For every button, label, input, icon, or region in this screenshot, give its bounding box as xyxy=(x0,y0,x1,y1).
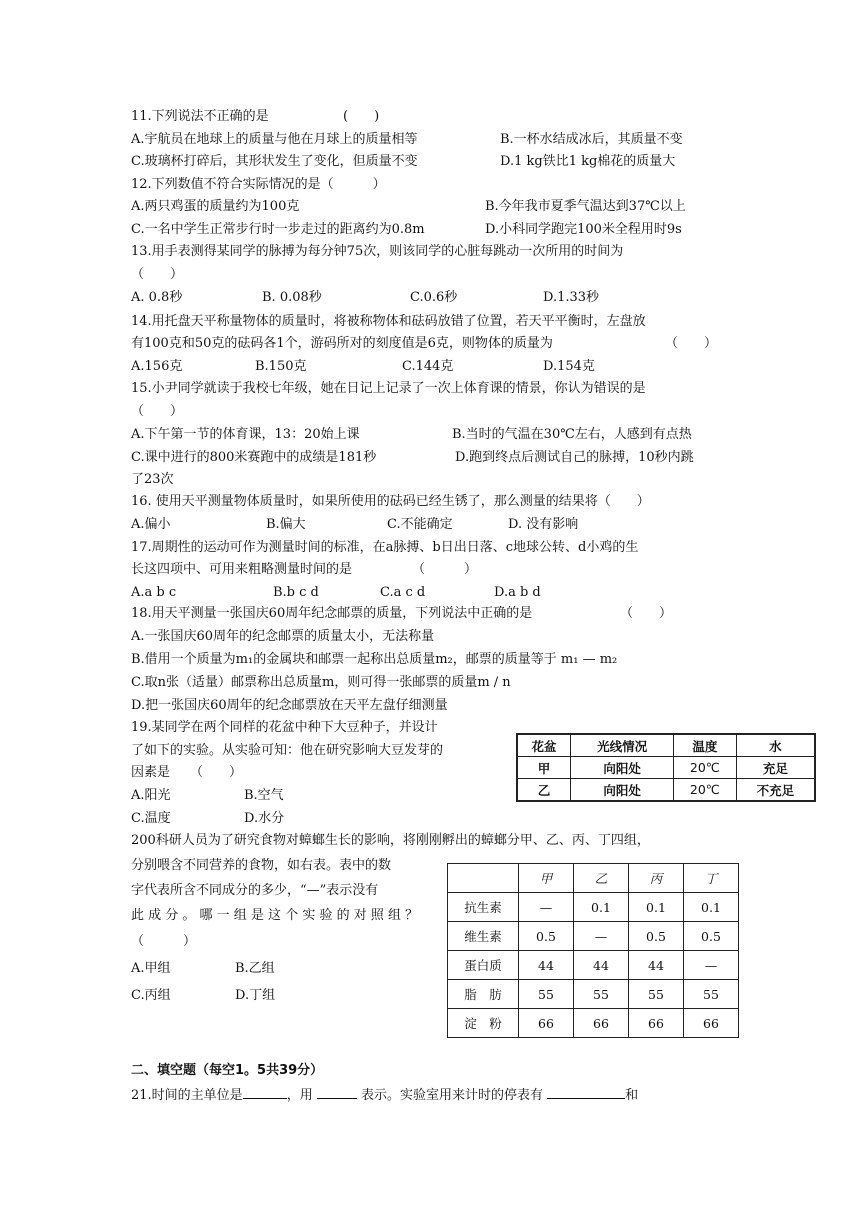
table-row xyxy=(448,893,739,922)
table-cell: 66 xyxy=(629,1009,684,1038)
table-cell: 0.1 xyxy=(574,893,629,922)
q14-text: B.150克 xyxy=(255,359,307,374)
q16-text: D. 没有影响 xyxy=(508,517,579,532)
table-row xyxy=(517,779,815,802)
table-cell: 55 xyxy=(629,980,684,1009)
q13-text: B. 0.08秒 xyxy=(262,290,322,305)
table-cell: 0.1 xyxy=(684,893,739,922)
table-cell: 充足 xyxy=(736,757,815,779)
table-row xyxy=(448,980,739,1009)
q15-text: C.课中进行的800米赛跑中的成绩是181秒 xyxy=(131,450,377,465)
q19-text: D.水分 xyxy=(244,811,285,826)
table-header-cell: 丁 xyxy=(684,864,739,893)
table-cell: 55 xyxy=(574,980,629,1009)
table-cell: 66 xyxy=(519,1009,574,1038)
section-title: 二、填空题（每空1。5共39分） xyxy=(131,1063,324,1078)
q15-text: （ ） xyxy=(131,404,184,419)
table-cell: 不充足 xyxy=(736,779,815,802)
answer-blank[interactable] xyxy=(243,1086,287,1099)
q13-text: （ ） xyxy=(131,267,184,282)
q20-text: 200科研人员为了研究食物对蟑螂生长的影响，将刚刚孵出的蟑螂分甲、乙、丙、丁四组， xyxy=(131,833,650,848)
table-cell: 蛋白质 xyxy=(448,951,519,980)
table-cell: 66 xyxy=(574,1009,629,1038)
q14-text: D.154克 xyxy=(543,359,595,374)
table-cell: 向阳处 xyxy=(571,757,674,779)
q18-text: （ ） xyxy=(620,606,673,621)
q11-text: D.1 kg铁比1 kg棉花的质量大 xyxy=(500,154,676,169)
q14-text: 有100克和50克的砝码各1个，游码所对的刻度值是6克，则物体的质量为 xyxy=(131,336,553,351)
table-row xyxy=(448,951,739,980)
cockroach-nutrition-table xyxy=(447,863,739,1038)
table-header-row xyxy=(448,864,739,893)
table-row xyxy=(448,922,739,951)
table-cell: 44 xyxy=(629,951,684,980)
q20-text: 此 成 分 。 哪 一 组 是 这 个 实 验 的 对 照 组 ？ xyxy=(131,908,419,923)
q17-text: C.a c d xyxy=(380,585,426,600)
table-row xyxy=(517,757,815,779)
table-cell: — xyxy=(574,922,629,951)
q13-text: 13.用手表测得某同学的脉搏为每分钟75次，则该同学的心脏每跳动一次所用的时间为 xyxy=(131,244,624,259)
q17-text: 17.周期性的运动可作为测量时间的标准，在a脉搏、b日出日落、c地球公转、d小鸡的生 xyxy=(131,540,639,555)
table-cell: 66 xyxy=(684,1009,739,1038)
q18-text: 18.用天平测量一张国庆60周年纪念邮票的质量，下列说法中正确的是 xyxy=(131,606,533,621)
table-header-cell: 甲 xyxy=(519,864,574,893)
table-header-cell: 温度 xyxy=(674,734,737,757)
q17-text: B.b c d xyxy=(273,585,319,600)
q14-text: 14.用托盘天平称量物体的质量时，将被称物体和砝码放错了位置，若天平平衡时，左盘放 xyxy=(131,314,646,329)
q12-text: D.小科同学跑完100米全程用时9s xyxy=(485,222,682,237)
q17-text: （ ） xyxy=(412,562,478,577)
table-cell: 55 xyxy=(519,980,574,1009)
q20-text: A.甲组 xyxy=(131,961,171,976)
table-cell: 55 xyxy=(684,980,739,1009)
q19-text: （ ） xyxy=(190,765,243,780)
q15-text: A.下午第一节的体育课，13：20始上课 xyxy=(131,427,360,442)
q15-text: B.当时的气温在30℃左右，人感到有点热 xyxy=(452,427,692,442)
table-header-cell xyxy=(448,864,519,893)
q11-text: ( ) xyxy=(343,109,380,124)
bean-experiment-table xyxy=(516,733,816,802)
q20-text: （ ） xyxy=(131,934,197,949)
q17-text: D.a b d xyxy=(494,585,541,600)
q18-text: A.一张国庆60周年的纪念邮票的质量太小，无法称量 xyxy=(131,629,435,644)
q16-text: 16. 使用天平测量物体质量时，如果所使用的砝码已经生锈了，那么测量的结果将（ ） xyxy=(131,494,650,509)
q21-text: ，用 xyxy=(286,1088,313,1103)
q11-text: C.玻璃杯打碎后，其形状发生了变化，但质量不变 xyxy=(131,154,418,169)
q19-text: C.温度 xyxy=(131,811,171,826)
q11-text: B.一杯水结成冰后，其质量不变 xyxy=(500,132,683,147)
table-header-cell: 花盆 xyxy=(517,734,571,757)
table-header-cell: 乙 xyxy=(574,864,629,893)
q12-text: 12.下列数值不符合实际情况的是（ ） xyxy=(131,177,386,192)
q18-text: D.把一张国庆60周年的纪念邮票放在天平左盘仔细测量 xyxy=(131,698,448,713)
table-header-cell: 丙 xyxy=(629,864,684,893)
table-header-cell: 水 xyxy=(736,734,815,757)
table-cell: 向阳处 xyxy=(571,779,674,802)
q21-text: 21.时间的主单位是 xyxy=(131,1088,243,1103)
table-cell: 乙 xyxy=(517,779,571,802)
table-cell: 脂 肪 xyxy=(448,980,519,1009)
table-cell: 44 xyxy=(574,951,629,980)
table-cell: 淀 粉 xyxy=(448,1009,519,1038)
table-cell: 0.5 xyxy=(519,922,574,951)
q17-text: A.a b c xyxy=(131,585,177,600)
q19-text: A.阳光 xyxy=(131,788,171,803)
q12-text: C.一名中学生正常步行时一步走过的距离约为0.8m xyxy=(131,222,425,237)
q19-text: B.空气 xyxy=(244,788,284,803)
q16-text: B.偏大 xyxy=(266,517,306,532)
q14-text: （ ） xyxy=(665,336,718,351)
q12-text: A.两只鸡蛋的质量约为100克 xyxy=(131,199,300,214)
q16-text: A.偏小 xyxy=(131,517,171,532)
q21-text: 和 xyxy=(625,1088,639,1103)
q15-text: 了23次 xyxy=(131,472,174,487)
table-header-row xyxy=(517,734,815,757)
table-cell: 甲 xyxy=(517,757,571,779)
q20-text: 字代表所含不同成分的多少，“—”表示没有 xyxy=(131,883,379,898)
q20-text: 分别喂含不同营养的食物，如右表。表中的数 xyxy=(131,858,392,873)
q20-text: C.丙组 xyxy=(131,988,171,1003)
table-cell: 抗生素 xyxy=(448,893,519,922)
q18-text: B.借用一个质量为m₁的金属块和邮票一起称出总质量m₂，邮票的质量等于 m₁ — m₂ xyxy=(131,652,618,667)
q20-text: D.丁组 xyxy=(235,988,276,1003)
table-cell: 维生素 xyxy=(448,922,519,951)
table-cell: 20℃ xyxy=(674,757,737,779)
table-row xyxy=(448,1009,739,1038)
q21-line xyxy=(131,1086,638,1104)
q12-text: B.今年我市夏季气温达到37℃以上 xyxy=(485,199,686,214)
q17-text: 长这四项中、可用来粗略测量时间的是 xyxy=(131,562,353,577)
q20-text: B.乙组 xyxy=(235,961,275,976)
q16-text: C.不能确定 xyxy=(387,517,453,532)
q13-text: A. 0.8秒 xyxy=(131,290,183,305)
q19-text: 了如下的实验。从实验可知：他在研究影响大豆发芽的 xyxy=(131,743,444,758)
table-cell: 0.5 xyxy=(629,922,684,951)
q14-text: C.144克 xyxy=(402,359,454,374)
table-cell: 0.1 xyxy=(629,893,684,922)
q11-text: A.宇航员在地球上的质量与他在月球上的质量相等 xyxy=(131,132,418,147)
table-cell: 0.5 xyxy=(684,922,739,951)
q15-text: D.跑到终点后测试自己的脉搏，10秒内跳 xyxy=(455,450,694,465)
answer-blank[interactable] xyxy=(547,1086,625,1099)
table-cell: — xyxy=(684,951,739,980)
answer-blank[interactable] xyxy=(317,1086,357,1099)
q18-text: C.取n张（适量）邮票称出总质量m，则可得一张邮票的质量m / n xyxy=(131,675,511,690)
table-cell: 20℃ xyxy=(674,779,737,802)
table-cell: — xyxy=(519,893,574,922)
q14-text: A.156克 xyxy=(131,359,183,374)
q13-text: D.1.33秒 xyxy=(543,290,600,305)
q11-text: 11.下列说法不正确的是 xyxy=(131,109,269,124)
q19-text: 19.某同学在两个同样的花盆中种下大豆种子，并设计 xyxy=(131,720,438,735)
table-cell: 44 xyxy=(519,951,574,980)
q15-text: 15.小尹同学就读于我校七年级，她在日记上记录了一次上体育课的情景，你认为错误的是 xyxy=(131,381,646,396)
table-header-cell: 光线情况 xyxy=(571,734,674,757)
q19-text: 因素是 xyxy=(131,765,171,780)
q21-text: 表示。实验室用来计时的停表有 xyxy=(360,1088,543,1103)
q13-text: C.0.6秒 xyxy=(410,290,458,305)
